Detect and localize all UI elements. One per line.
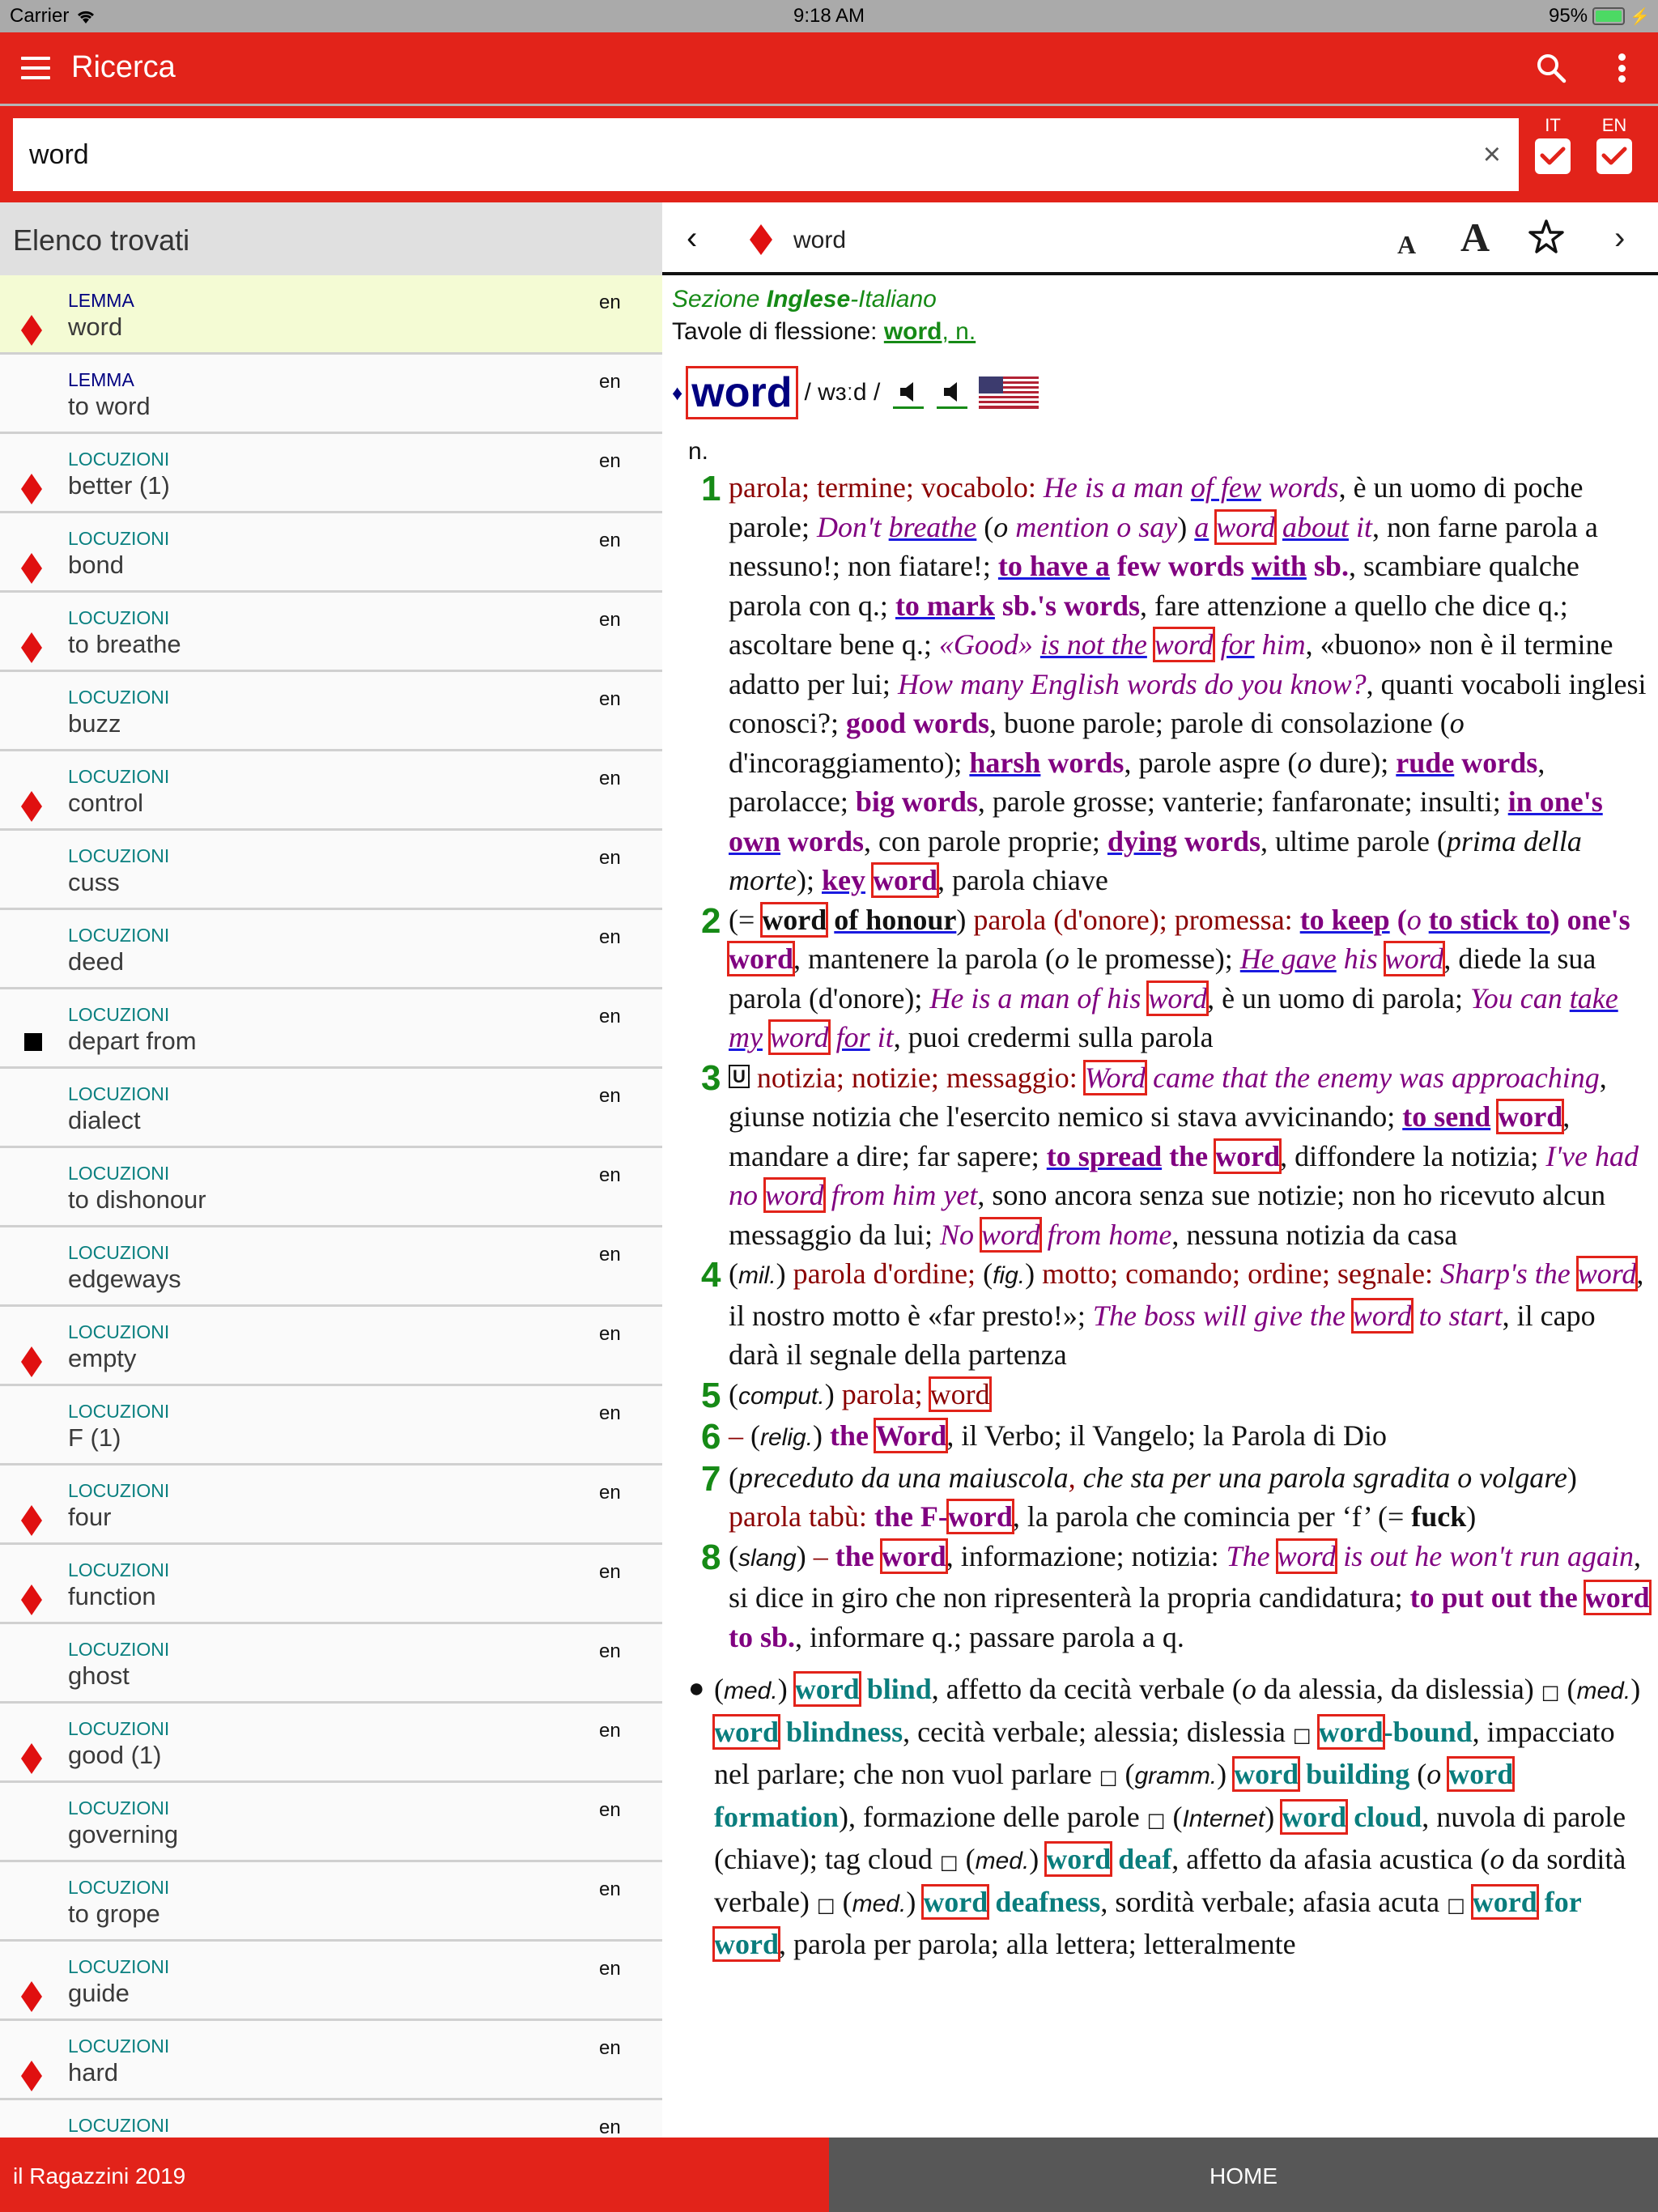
result-category: LEMMA [68, 369, 134, 390]
search-field [13, 118, 1519, 191]
more-vertical-icon[interactable] [1611, 52, 1632, 84]
entry-panel [662, 202, 1658, 2138]
diamond-icon [19, 1742, 44, 1775]
clock: 9:18 AM [793, 5, 865, 27]
result-category: LOCUZIONI [68, 449, 170, 470]
battery-icon [1592, 7, 1625, 25]
diamond-icon [19, 790, 44, 823]
diamond-icon [19, 2060, 44, 2092]
result-lang: en [599, 291, 621, 313]
result-term: to dishonour [68, 1185, 206, 1214]
checkbox-it-checked-icon[interactable] [1535, 138, 1571, 174]
diamond-icon [19, 632, 44, 664]
result-row[interactable] [0, 1783, 662, 1862]
dictionary-name: il Ragazzini 2019 [0, 2138, 829, 2212]
carrier-label: Carrier [10, 5, 70, 27]
result-row[interactable] [0, 1227, 662, 1307]
result-row[interactable] [0, 672, 662, 751]
diamond-icon [19, 1504, 44, 1537]
clear-search-icon[interactable]: × [1482, 138, 1501, 172]
toggle-en[interactable] [1596, 116, 1632, 174]
result-term: F (1) [68, 1423, 121, 1452]
result-lang: en [599, 1006, 621, 1027]
results-panel [0, 202, 662, 2138]
result-category: LOCUZIONI [68, 1797, 170, 1819]
result-term: bond [68, 551, 124, 579]
result-term: governing [68, 1820, 179, 1848]
sense-1: 1 parola; termine; vocabolo: He is a man of few words, è un uomo di poche parole; Don't breathe (o mention o say) a word about it, non farne parola a nessuno!; non fiatare!; to have a few words with sb., scambiare qualche parola con q.; to mark sb.'s words, fare attenzione a quello che dice q.; ascoltare bene q.; «Good» is not the word for him, «buono» non è il termine adatto per lui; How many English words do you know?, quanti vocaboli inglesi conosci?; good words, buone parole; parole di consolazione (o d'incoraggiamento); harsh words, parole aspre (o dure); rude words, parolacce; big words, parole grosse; vanterie; fanfaronate; insulti; in one's own words, con parole proprie; dying words, ultime parole (prima della morte); key word, parola chiave [701, 469, 1647, 896]
inflection-link[interactable]: word, n. [883, 318, 976, 345]
result-lang: en [599, 450, 621, 472]
result-lang: en [599, 1482, 621, 1504]
result-term: edgeways [68, 1265, 181, 1293]
result-lang: en [599, 688, 621, 710]
star-icon[interactable] [1528, 219, 1564, 254]
result-row[interactable] [0, 1624, 662, 1704]
sense-4: 4 (mil.) parola d'ordine; (fig.) motto; comando; ordine; segnale: Sharp's the word, il nostro motto è «far presto!»; The boss will give the word to start, il capo darà il segnale della partenza [701, 1255, 1644, 1371]
diamond-icon [19, 552, 44, 585]
search-input[interactable] [29, 118, 1454, 191]
result-term: cuss [68, 868, 120, 896]
section-label: Sezione Inglese-Italiano [672, 286, 937, 313]
result-row[interactable] [0, 1069, 662, 1148]
result-row[interactable] [0, 1942, 662, 2021]
result-category: LOCUZIONI [68, 1480, 170, 1501]
result-row[interactable] [0, 910, 662, 989]
result-row[interactable] [0, 513, 662, 593]
toggle-it[interactable] [1535, 116, 1571, 174]
result-category: LOCUZIONI [68, 1956, 170, 1977]
square-icon [24, 1033, 42, 1051]
result-term: buzz [68, 709, 121, 738]
result-lang: en [599, 530, 621, 551]
sense-7: 7 (preceduto da una maiuscola, che sta per una parola sgradita o volgare) parola tabù: the F-word, la parola che comincia per ‘f’ (= fuck) [701, 1458, 1577, 1533]
result-category: LOCUZIONI [68, 607, 170, 628]
sense-5: 5 (comput.) parola; word [701, 1375, 990, 1415]
diamond-icon [19, 314, 44, 347]
diamond-icon [19, 1346, 44, 1378]
toggle-it-label: IT [1545, 115, 1561, 135]
result-term: guide [68, 1979, 130, 2007]
result-row[interactable] [0, 1386, 662, 1465]
result-lang: en [599, 1720, 621, 1742]
result-category: LOCUZIONI [68, 1718, 170, 1739]
result-row[interactable] [0, 434, 662, 513]
bullet-icon: ● [688, 1674, 705, 1704]
toggle-en-label: EN [1601, 115, 1627, 135]
result-lang: en [599, 371, 621, 393]
result-term: hard [68, 2058, 119, 2087]
result-lang: en [599, 1164, 621, 1186]
diamond-icon [748, 223, 774, 256]
increase-font-button[interactable]: A [1460, 215, 1490, 260]
result-term: to grope [68, 1899, 160, 1928]
result-lang: en [599, 1085, 621, 1107]
diamond-icon [19, 473, 44, 505]
result-lang: en [599, 1958, 621, 1980]
battery-status [1549, 5, 1650, 28]
search-icon[interactable] [1535, 52, 1567, 84]
result-category: LOCUZIONI [68, 1163, 170, 1184]
result-row[interactable] [0, 275, 662, 355]
result-row[interactable] [0, 1545, 662, 1624]
result-lang: en [599, 1878, 621, 1900]
result-term: to word [68, 392, 151, 420]
result-category: LOCUZIONI [68, 1083, 170, 1104]
result-lang: en [599, 1323, 621, 1345]
next-entry-chevron-icon[interactable]: › [1614, 220, 1626, 256]
entry-header-word: word [793, 227, 847, 253]
result-term: empty [68, 1344, 137, 1372]
result-category: LOCUZIONI [68, 1242, 170, 1263]
result-category: LOCUZIONI [68, 528, 170, 549]
result-term: to breathe [68, 630, 181, 658]
sense-6: 6 – (relig.) the Word, il Verbo; il Vangelo; la Parola di Dio [701, 1417, 1387, 1457]
result-term: ghost [68, 1661, 130, 1690]
sense-8: 8 (slang) – the word, informazione; notizia: The word is out he won't run again, si dice in giro che non ripresenterà la propria candidatura; to put out the word to sb., informare q.; passare parola a q. [701, 1537, 1650, 1653]
result-row[interactable] [0, 1148, 662, 1227]
result-row[interactable] [0, 2100, 662, 2138]
sense-2: 2 (= word of honour) parola (d'onore); promessa: to keep (o to stick to) one's word, mantenere la parola (o le promesse); He gave his word, diede la sua parola (d'onore); He is a man of his word, è un uomo di parola; You can take my word for it, puoi credermi sulla parola [701, 900, 1630, 1053]
result-row[interactable] [0, 1704, 662, 1783]
result-lang: en [599, 1799, 621, 1821]
result-term: better (1) [68, 471, 170, 500]
result-lang: en [599, 2116, 621, 2138]
charging-icon: ⚡ [1630, 7, 1650, 26]
results-header: Elenco trovati [0, 202, 662, 275]
result-category: LOCUZIONI [68, 1321, 170, 1342]
checkbox-en-checked-icon[interactable] [1596, 138, 1632, 174]
diamond-icon [19, 1980, 44, 2013]
home-button[interactable]: HOME [829, 2138, 1658, 2212]
result-category: LOCUZIONI [68, 925, 170, 946]
battery-percent: 95% [1549, 5, 1588, 27]
result-term: control [68, 789, 144, 817]
part-of-speech: n. [688, 438, 709, 465]
headword-line [672, 364, 1650, 421]
result-term: four [68, 1503, 112, 1531]
result-lang: en [599, 1402, 621, 1424]
headword-diamond-icon: ♦ [672, 380, 683, 405]
result-row[interactable] [0, 1862, 662, 1942]
result-term: deed [68, 947, 124, 976]
result-lang: en [599, 2037, 621, 2059]
result-row[interactable] [0, 1307, 662, 1386]
inflection-tables: Tavole di flessione: word, n. [672, 318, 976, 345]
results-list[interactable] [0, 275, 662, 2138]
app-toolbar [0, 32, 1658, 104]
result-term: word [68, 313, 123, 341]
result-term: dialect [68, 1106, 141, 1134]
result-row[interactable] [0, 751, 662, 831]
result-lang: en [599, 768, 621, 789]
entry-toolbar [662, 202, 1658, 275]
hamburger-menu-icon[interactable] [19, 53, 52, 83]
us-flag-icon[interactable] [979, 376, 1039, 409]
headword: word [686, 366, 797, 419]
result-lang: en [599, 926, 621, 948]
result-category: LOCUZIONI [68, 687, 170, 708]
previous-entry-chevron-icon[interactable]: ‹ [687, 220, 698, 256]
result-category: LOCUZIONI [68, 1004, 170, 1025]
result-lang: en [599, 609, 621, 631]
dictionary-entry [662, 283, 1658, 1964]
diamond-icon [19, 1584, 44, 1616]
result-lang: en [599, 1244, 621, 1266]
result-row[interactable] [0, 593, 662, 672]
sense-3: 3 U notizia; notizie; messaggio: Word came that the enemy was approaching, giunse notizia che l'esercito nemico si stava avvicinando; to send word, mandare a dire; far sapere; to spread the word, diffondere la notizia; I've had no word from him yet, sono ancora senza sue notizie; non ho ricevuto alcun messaggio da lui; No word from home, nessuna notizia da casa [701, 1057, 1639, 1251]
result-category: LOCUZIONI [68, 1639, 170, 1660]
speaker-us-icon[interactable] [937, 376, 967, 409]
result-row[interactable] [0, 355, 662, 434]
result-category: LOCUZIONI [68, 2035, 170, 2057]
result-category: LOCUZIONI [68, 2115, 170, 2136]
status-bar [0, 0, 1658, 32]
compounds-block: ● (med.) word blind, affetto da cecità verbale (o da alessia, da dislessia) □ (med.) word blindness, cecità verbale; alessia; dislessia □ word-bound, impacciato nel parlare; che non vuol parlare □ (gramm.) word building (o word formation), formazione delle parole □ (Internet) word cloud, nuvola di parole (chiave); tag cloud □ (med.) word deaf, affetto da afasia acustica (o da sordità verbale) □ (med.) word deafness, sordità verbale; afasia acuta □ word for word, parola per parola; alla lettera; letteralmente [672, 1670, 1650, 1964]
result-lang: en [599, 1561, 621, 1583]
decrease-font-button[interactable]: A [1397, 230, 1417, 259]
result-term: depart from [68, 1027, 197, 1055]
result-category: LOCUZIONI [68, 1401, 170, 1422]
page-title: Ricerca [71, 50, 176, 84]
result-row[interactable] [0, 1465, 662, 1545]
result-category: LOCUZIONI [68, 766, 170, 787]
result-term: function [68, 1582, 156, 1610]
speaker-uk-icon[interactable] [893, 376, 924, 409]
result-category: LOCUZIONI [68, 845, 170, 866]
search-bar [0, 106, 1658, 202]
result-category: LOCUZIONI [68, 1877, 170, 1898]
uncountable-badge: U [729, 1065, 750, 1088]
result-category: LEMMA [68, 290, 134, 311]
result-category: LOCUZIONI [68, 1559, 170, 1580]
result-term: good (1) [68, 1741, 162, 1769]
pronunciation: / wɜːd / [804, 378, 881, 406]
result-lang: en [599, 847, 621, 869]
result-row[interactable] [0, 2021, 662, 2100]
result-lang: en [599, 1640, 621, 1662]
bottom-bar [0, 2138, 1658, 2212]
result-row[interactable] [0, 989, 662, 1069]
result-row[interactable] [0, 831, 662, 910]
